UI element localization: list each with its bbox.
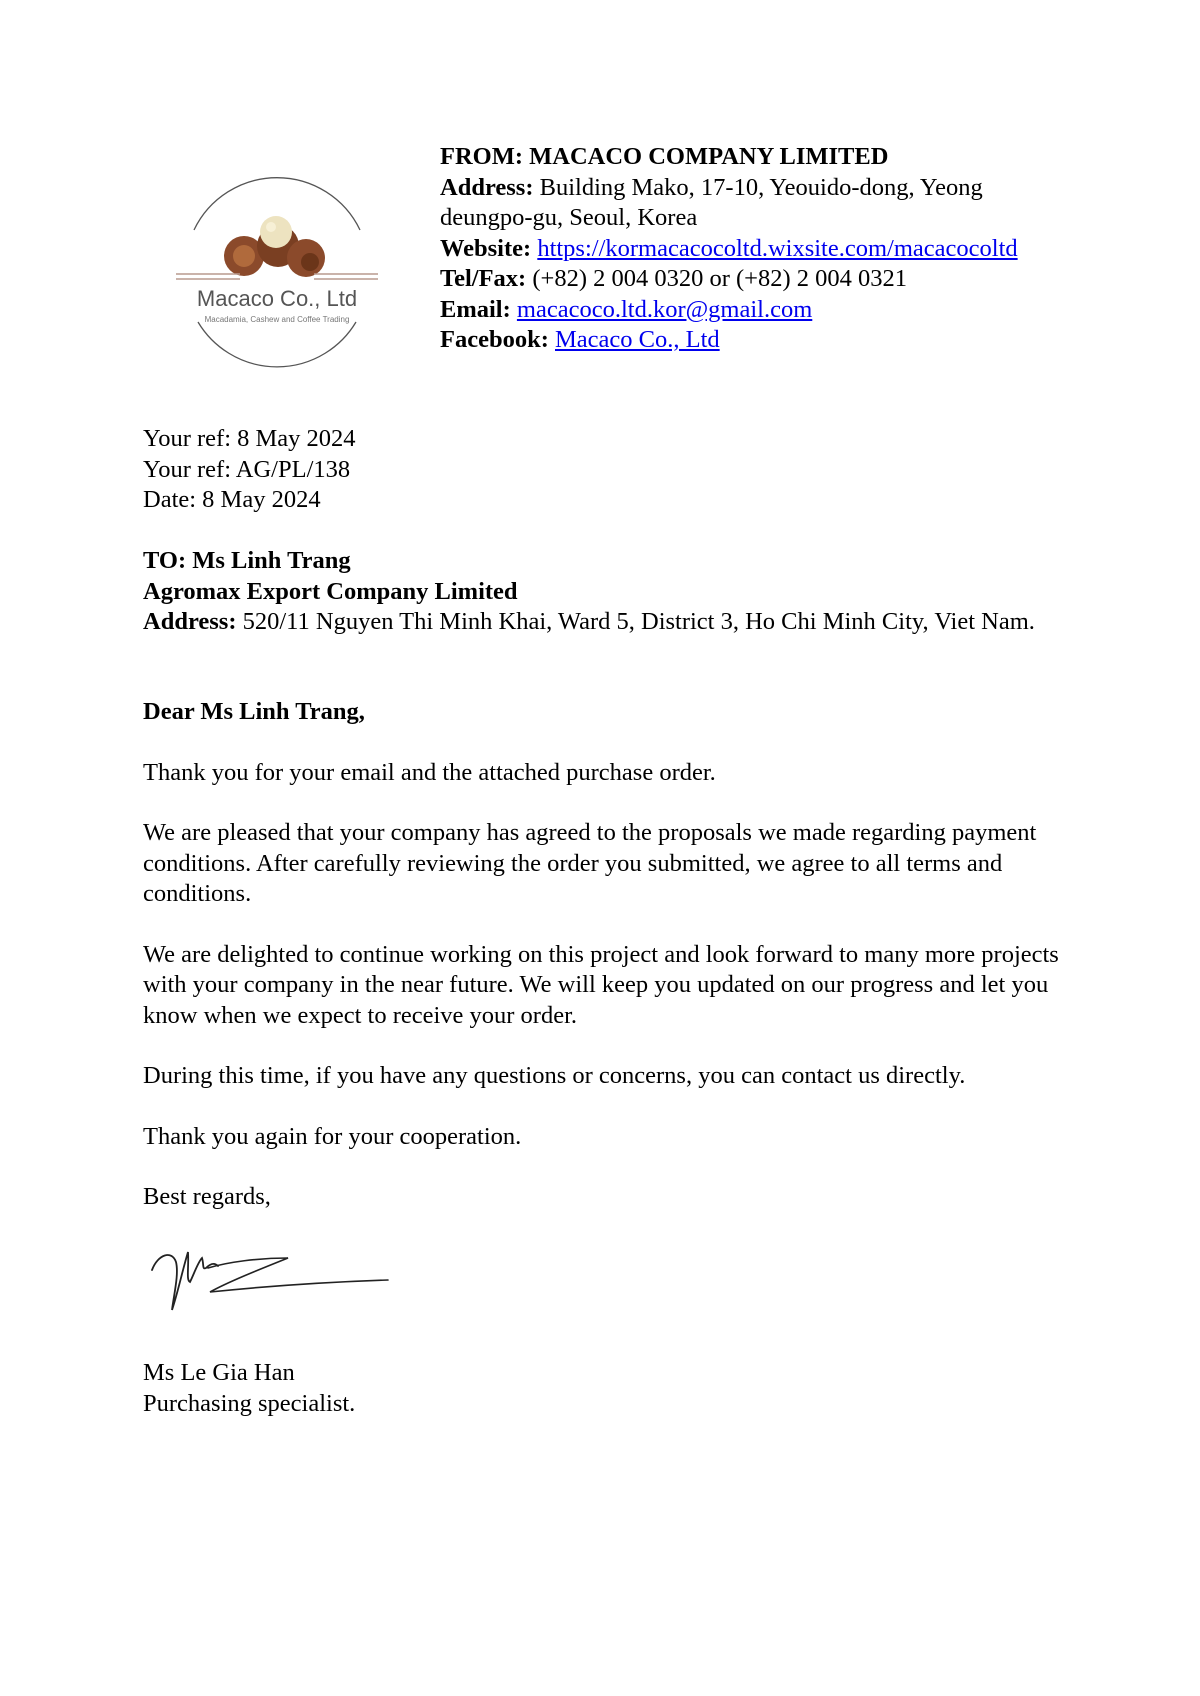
sender-website: Website: https://kormacacocoltd.wixsite.com/macacocoltd bbox=[440, 234, 1018, 262]
recipient-company: Agromax Export Company Limited bbox=[143, 577, 518, 605]
svg-text:Macaco Co., Ltd: Macaco Co., Ltd bbox=[196, 286, 358, 311]
email-link[interactable]: macacoco.ltd.kor@gmail.com bbox=[516, 295, 813, 323]
date-line: Date: 8 May 2024 bbox=[143, 486, 321, 513]
recipient-name: TO: Ms Linh Trang bbox=[143, 547, 351, 574]
signer-name: Ms Le Gia Han bbox=[143, 1359, 295, 1386]
recipient-address: Address: 520/11 Nguyen Thi Minh Khai, Ward 5, District 3, Ho Chi Minh City, Viet Nam. bbox=[143, 608, 1035, 635]
sender-facebook: Facebook: Macaco Co., Ltd bbox=[440, 326, 720, 353]
website-link[interactable]: https://kormacacocoltd.wixsite.com/macacocoltd bbox=[537, 234, 1018, 262]
signer-title: Purchasing specialist. bbox=[143, 1389, 356, 1417]
paragraph-2: We are pleased that your company has agreed to the proposals we made regarding payment conditions. After carefully reviewing the order you submitted, we agree to all terms and conditions. bbox=[143, 819, 1037, 907]
paragraph-1: Thank you for your email and the attached purchase order. bbox=[143, 758, 716, 786]
letter-body bbox=[143, 697, 1093, 1213]
sender-address-cont: deungpo-gu, Seoul, Korea bbox=[440, 204, 698, 231]
company-logo bbox=[172, 172, 382, 382]
closing: Best regards, bbox=[143, 1183, 271, 1210]
recipient-block bbox=[143, 546, 1083, 638]
sender-address: Address: Building Mako, 17-10, Yeouido-dong, Yeong bbox=[440, 173, 983, 201]
ref-line-2: Your ref: AG/PL/138 bbox=[143, 455, 351, 483]
paragraph-4: During this time, if you have any questions or concerns, you can contact us directly. bbox=[143, 1062, 966, 1089]
from-line: FROM: MACACO COMPANY LIMITED bbox=[440, 143, 889, 170]
svg-text:Macadamia, Cashew and Coffee T: Macadamia, Cashew and Coffee Trading bbox=[204, 315, 350, 324]
sender-tel: Tel/Fax: (+82) 2 004 0320 or (+82) 2 004 0321 bbox=[440, 265, 908, 292]
salutation: Dear Ms Linh Trang, bbox=[143, 698, 365, 725]
ref-line-1: Your ref: 8 May 2024 bbox=[143, 425, 356, 452]
paragraph-5: Thank you again for your cooperation. bbox=[143, 1122, 522, 1150]
paragraph-3: We are delighted to continue working on this project and look forward to many more projects with your company in the near future. We will keep you updated on our progress and let you know when we expect to receive your order. bbox=[143, 940, 1059, 1029]
signature-image bbox=[148, 1232, 398, 1322]
references bbox=[143, 424, 356, 516]
sender-email: Email: macacoco.ltd.kor@gmail.com bbox=[440, 295, 813, 323]
sender-header bbox=[440, 142, 1120, 356]
signer-block bbox=[143, 1358, 355, 1419]
facebook-link[interactable]: Macaco Co., Ltd bbox=[555, 326, 720, 353]
